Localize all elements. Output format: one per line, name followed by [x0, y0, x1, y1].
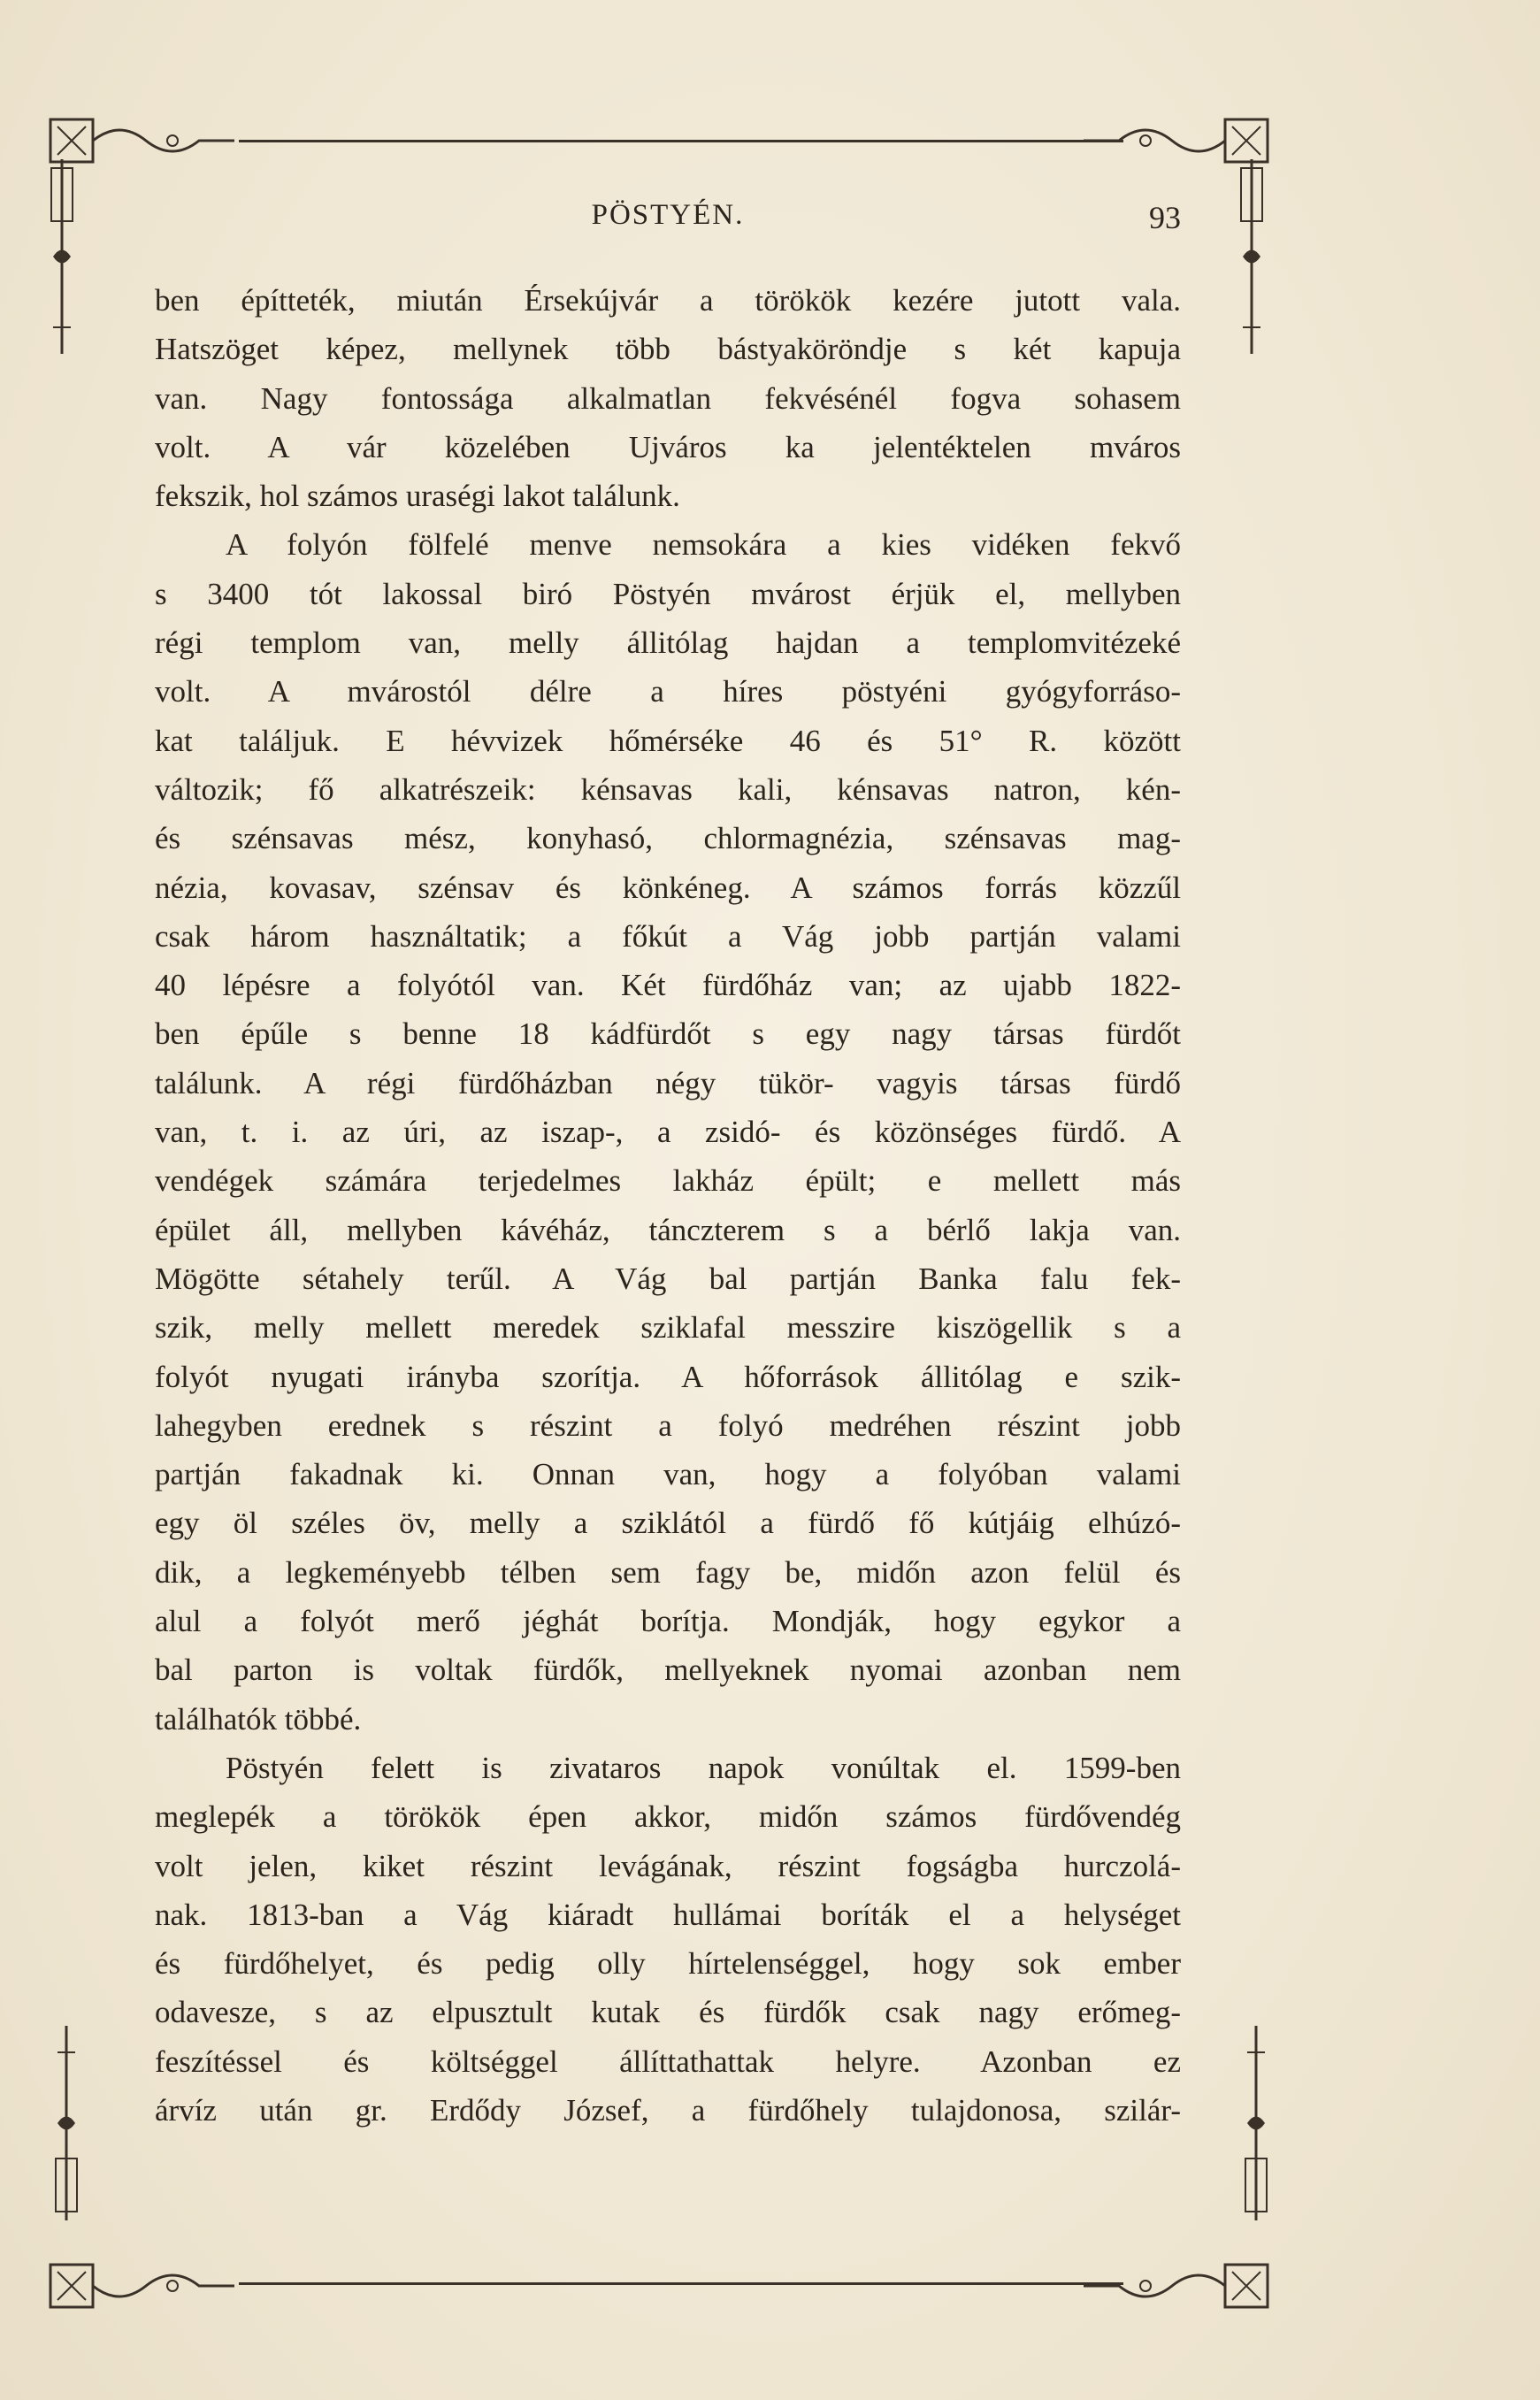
text-line: Pöstyén felett is zivataros napok vonúltak el. 1599-ben	[226, 1750, 1181, 1785]
text-line: bal parton is voltak fürdők, mellyeknek nyomai azonban nem	[155, 1652, 1181, 1688]
text-line: meglepék a törökök épen akkor, midőn számos fürdővendég	[155, 1799, 1181, 1835]
text-line: dik, a legkeményebb télben sem fagy be, midőn azon felül és	[155, 1554, 1181, 1590]
text-line: épület áll, mellyben kávéház, tánczterem s a bérlő lakja van.	[155, 1212, 1181, 1247]
right-top-side-flourish-icon	[1234, 159, 1269, 354]
page-header	[155, 199, 1181, 252]
text-line: változik; fő alkatrészeik: kénsavas kali, kénsavas natron, kén-	[155, 771, 1181, 807]
text-line: nak. 1813-ban a Vág kiáradt hullámai boríták el a helységet	[155, 1897, 1181, 1932]
text-line: találhatók többé.	[155, 1701, 362, 1737]
text-line: fekszik, hol számos uraségi lakot találunk.	[155, 479, 680, 514]
text-line: van, t. i. az úri, az iszap-, a zsidó- és közönséges fürdő. A	[155, 1115, 1181, 1150]
text-line: régi templom van, melly állitólag hajdan a templomvitézeké	[155, 625, 1181, 661]
text-line: ben építteték, miután Érsekújvár a törökök kezére jutott vala.	[155, 283, 1181, 318]
page-number: 93	[1149, 200, 1181, 235]
text-line: 40 lépésre a folyótól van. Két fürdőház van; az ujabb 1822-	[155, 968, 1181, 1003]
text-line: volt. A vár közelében Ujváros ka jelentéktelen mváros	[155, 429, 1181, 464]
text-line: partján fakadnak ki. Onnan van, hogy a folyóban valami	[155, 1457, 1181, 1492]
text-line: árvíz után gr. Erdődy József, a fürdőhely tulajdonosa, szilár-	[155, 2092, 1181, 2128]
text-line: s 3400 tót lakossal biró Pöstyén mvárost érjük el, mellyben	[155, 576, 1181, 611]
text-line: csak három használtatik; a főkút a Vág jobb partján valami	[155, 918, 1181, 954]
left-top-side-flourish-icon	[44, 159, 80, 354]
text-line: és szénsavas mész, konyhasó, chlormagnézia, szénsavas mag-	[155, 821, 1181, 856]
text-line: folyót nyugati irányba szorítja. A hőforrások állitólag e szik-	[155, 1359, 1181, 1394]
text-line: nézia, kovasav, szénsav és könkéneg. A számos forrás közzűl	[155, 870, 1181, 905]
right-bottom-side-flourish-icon	[1238, 2026, 1274, 2220]
text-line: szik, melly mellett meredek sziklafal messzire kiszögellik s a	[155, 1310, 1181, 1346]
running-title: PÖSTYÉN.	[591, 199, 745, 231]
bottom-right-ornament-icon	[1084, 2247, 1269, 2327]
text-line: volt. A mvárostól délre a híres pöstyéni gyógyforráso-	[155, 674, 1181, 709]
text-line: lahegyben erednek s részint a folyó medréhen részint jobb	[155, 1407, 1181, 1443]
top-ornamental-rule	[239, 140, 1123, 142]
text-line: alul a folyót merő jéghát borítja. Mondják, hogy egykor a	[155, 1604, 1181, 1639]
text-line: Hatszöget képez, mellynek több bástyaköröndje s két kapuja	[155, 332, 1181, 367]
text-line: és fürdőhelyet, és pedig olly hírtelenséggel, hogy sok ember	[155, 1946, 1181, 1982]
text-line: feszítéssel és költséggel állíttathattak helyre. Azonban ez	[155, 2043, 1181, 2079]
text-line: Mögötte sétahely terűl. A Vág bal partján Banka falu fek-	[155, 1261, 1181, 1296]
text-line: vendégek számára terjedelmes lakház épült; e mellett más	[155, 1163, 1181, 1199]
bottom-ornamental-rule	[239, 2282, 1123, 2285]
text-line: A folyón fölfelé menve nemsokára a kies vidéken fekvő	[226, 527, 1181, 563]
body-text	[155, 276, 1181, 2135]
text-line: ben épűle s benne 18 kádfürdőt s egy nagy társas fürdőt	[155, 1016, 1181, 1052]
text-line: kat találjuk. E hévvizek hőmérséke 46 és 51° R. között	[155, 723, 1181, 758]
left-bottom-side-flourish-icon	[49, 2026, 84, 2220]
text-line: odavesze, s az elpusztult kutak és fürdők csak nagy erőmeg-	[155, 1995, 1181, 2030]
text-line: találunk. A régi fürdőházban négy tükör- vagyis társas fürdő	[155, 1065, 1181, 1100]
bottom-left-ornament-icon	[49, 2247, 234, 2327]
text-line: volt jelen, kiket részint levágának, részint fogságba hurczolá-	[155, 1848, 1181, 1883]
text-line: van. Nagy fontossága alkalmatlan fekvésénél fogva sohasem	[155, 380, 1181, 416]
text-line: egy öl széles öv, melly a sziklától a fürdő fő kútjáig elhúzó-	[155, 1506, 1181, 1541]
